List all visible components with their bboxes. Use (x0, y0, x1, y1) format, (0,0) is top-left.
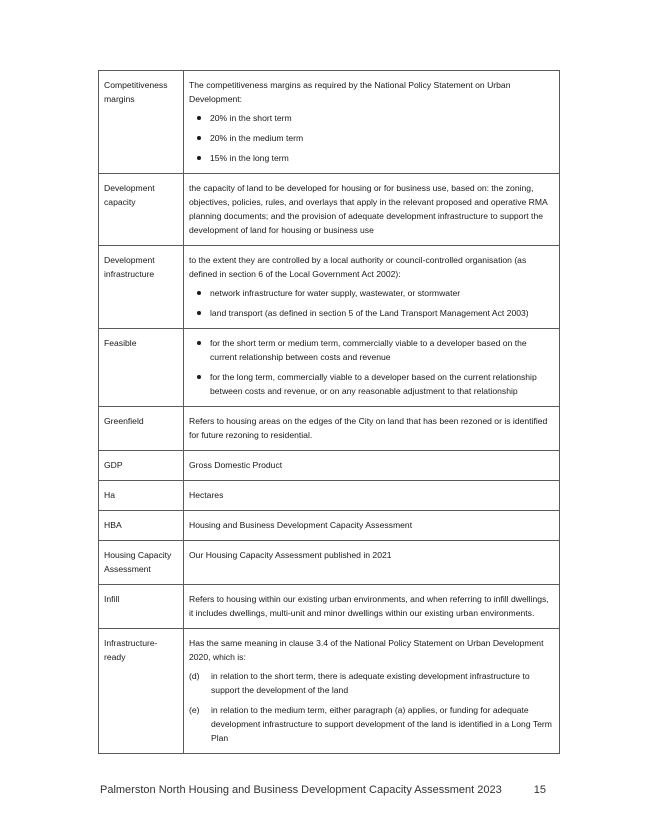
definition-text: Gross Domestic Product (189, 460, 283, 470)
definition-cell (184, 71, 560, 174)
term-cell: Development infrastructure (99, 246, 184, 329)
list-item (189, 669, 554, 697)
list-item: network infrastructure for water supply, wastewater, or stormwater (210, 286, 554, 300)
definition-intro: Has the same meaning in clause 3.4 of the National Policy Statement on Urban Development 2020, which is: (189, 638, 544, 662)
term-cell: HBA (99, 511, 184, 541)
term-cell: Infill (99, 585, 184, 629)
definition-text: Our Housing Capacity Assessment published in 2021 (189, 550, 392, 560)
list-item-text: in relation to the medium term, either paragraph (a) applies, or funding for adequate development infrastructure to support development of the land is identified in a Long Term Plan (211, 705, 552, 743)
definition-cell (184, 481, 560, 511)
table-row (99, 585, 560, 629)
definition-cell (184, 329, 560, 407)
definition-text: Hectares (189, 490, 224, 500)
definition-text: Housing and Business Development Capacity Assessment (189, 520, 413, 530)
term-cell: Ha (99, 481, 184, 511)
definition-text: the capacity of land to be developed for housing or for business use, based on: the zoning, objectives, policies, rules, and overlays that apply in the relevant proposed and operative RMA planning documents; and the provision of adequate development infrastructure to support the development of land for housing or business use (189, 183, 548, 235)
list-item: land transport (as defined in section 5 of the Land Transport Management Act 2003) (210, 306, 554, 320)
table-row (99, 71, 560, 174)
bullet-list (189, 111, 554, 165)
table-row (99, 246, 560, 329)
glossary-table (98, 70, 560, 754)
table-row (99, 481, 560, 511)
term-cell: Infrastructure-ready (99, 629, 184, 754)
definition-intro: to the extent they are controlled by a local authority or council-controlled organisation (as defined in section 6 of the Local Government Act 2002): (189, 255, 527, 279)
list-item: 15% in the long term (210, 151, 554, 165)
list-item: for the short term or medium term, commercially viable to a developer based on the current relationship between costs and revenue (210, 336, 554, 364)
definition-cell (184, 174, 560, 246)
footer-title: Palmerston North Housing and Business Development Capacity Assessment 2023 (100, 784, 502, 796)
definition-cell (184, 246, 560, 329)
bullet-list (189, 286, 554, 320)
term-cell: Competitiveness margins (99, 71, 184, 174)
bullet-list (189, 336, 554, 398)
definition-cell (184, 541, 560, 585)
table-row (99, 407, 560, 451)
definition-cell (184, 629, 560, 754)
list-marker: (e) (189, 705, 200, 715)
definition-text: Refers to housing within our existing urban environments, and when referring to infill dwellings, it includes dwellings, multi-unit and minor dwellings within our existing urban environments. (189, 594, 549, 618)
list-item: 20% in the medium term (210, 131, 554, 145)
list-item (189, 703, 554, 745)
term-cell: Development capacity (99, 174, 184, 246)
term-cell: Feasible (99, 329, 184, 407)
definition-cell (184, 407, 560, 451)
table-row (99, 174, 560, 246)
list-item: 20% in the short term (210, 111, 554, 125)
lettered-list (189, 669, 554, 745)
page-footer (100, 784, 546, 796)
table-row (99, 329, 560, 407)
list-marker: (d) (189, 671, 200, 681)
table-row (99, 629, 560, 754)
definition-cell (184, 585, 560, 629)
table-row (99, 451, 560, 481)
page-number: 15 (533, 784, 546, 796)
definition-text: Refers to housing areas on the edges of the City on land that has been rezoned or is identified for future rezoning to residential. (189, 416, 548, 440)
list-item-text: in relation to the short term, there is adequate existing development infrastructure to support the development of the land (211, 671, 530, 695)
term-cell: GDP (99, 451, 184, 481)
term-cell: Greenfield (99, 407, 184, 451)
list-item: for the long term, commercially viable to a developer based on the current relationship between costs and revenue, or on any reasonable adjustment to that relationship (210, 370, 554, 398)
definition-intro: The competitiveness margins as required by the National Policy Statement on Urban Development: (189, 80, 511, 104)
table-row (99, 541, 560, 585)
definition-cell (184, 451, 560, 481)
table-row (99, 511, 560, 541)
definition-cell (184, 511, 560, 541)
term-cell: Housing Capacity Assessment (99, 541, 184, 585)
